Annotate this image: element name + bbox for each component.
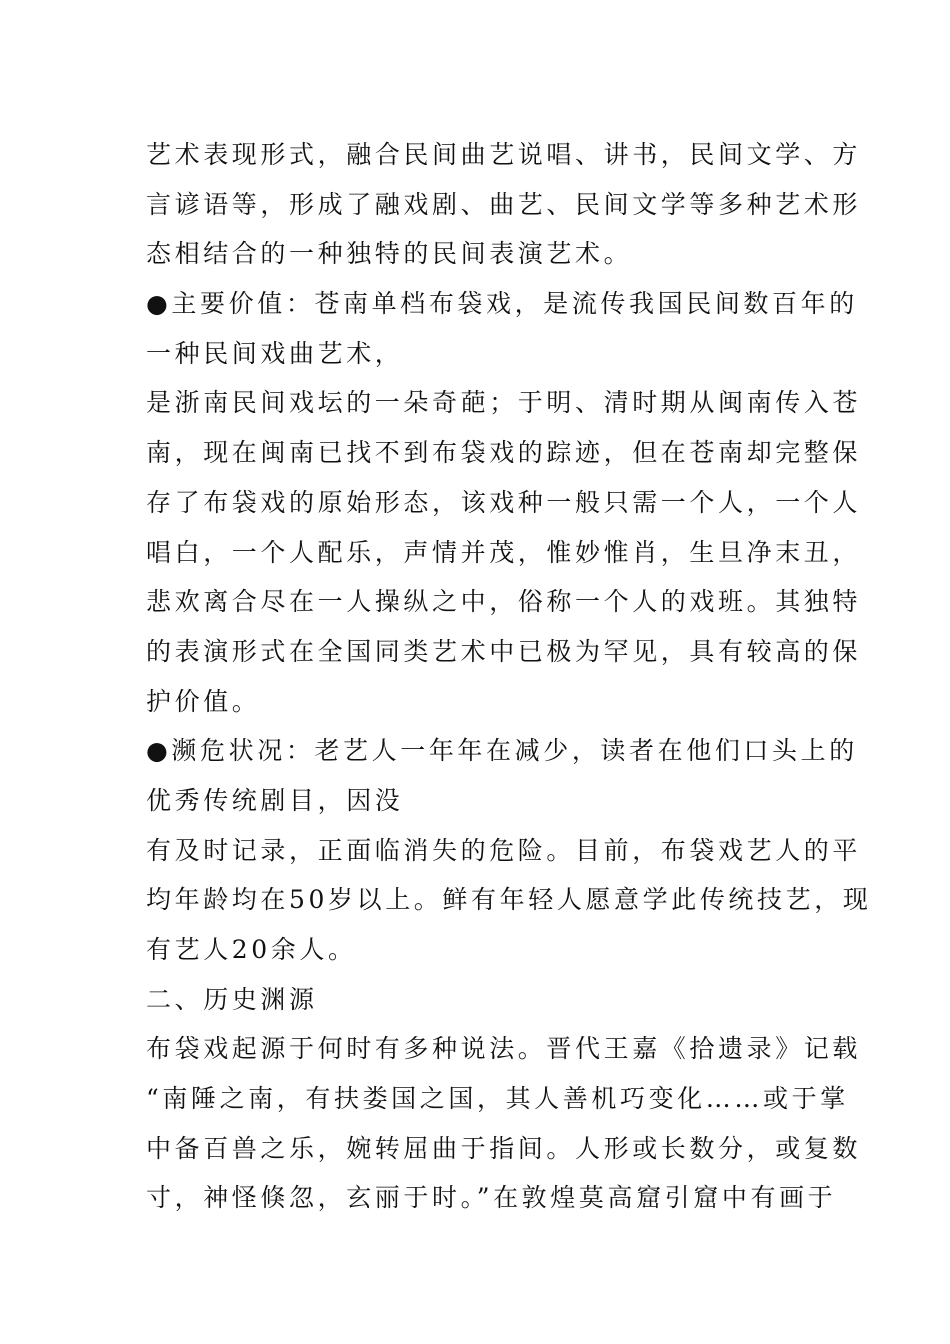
text-line: 一种民间戏曲艺术， (146, 338, 404, 368)
text-line: 优秀传统剧目，因没 (146, 785, 404, 815)
text-line: 均年龄均在50岁以上。鲜有年轻人愿意学此传统技艺，现 (146, 885, 872, 915)
text-line: 是浙南民间戏坛的一朵奇葩；于明、清时期从闽南传入苍 (146, 388, 862, 418)
text-line: 南，现在闽南已找不到布袋戏的踪迹，但在苍南却完整保 (146, 438, 862, 468)
text-line: 中备百兽之乐，婉转屈曲于指间。人形或长数分，或复数 (146, 1133, 862, 1163)
text-line: 有艺人20余人。 (146, 935, 357, 964)
text-line: 悲欢离合尽在一人操纵之中，俗称一个人的戏班。其独特 (146, 587, 862, 617)
text-line: 言谚语等，形成了融戏剧、曲艺、民间文学等多种艺术形 (146, 189, 862, 219)
text-line: 的表演形式在全国同类艺术中已极为罕见，具有较高的保 (146, 636, 862, 666)
text-line: 态相结合的一种独特的民间表演艺术。 (146, 239, 633, 269)
bullet-line: ●濒危状况：老艺人一年年在减少，读者在他们口头上的 (146, 736, 858, 766)
text-line: 艺术表现形式，融合民间曲艺说唱、讲书，民间文学、方 (146, 140, 862, 169)
text-line: “南陲之南，有扶娄国之国，其人善机巧变化……或于掌 (146, 1084, 849, 1114)
section-heading: 二、历史渊源 (146, 984, 318, 1014)
text-line: 护价值。 (146, 686, 261, 716)
text-line: 唱白，一个人配乐，声情并茂，惟妙惟肖，生旦净末丑， (146, 537, 862, 567)
text-line: 布袋戏起源于何时有多种说法。晋代王嘉《拾遗录》记载 (146, 1034, 862, 1064)
body-text (146, 130, 872, 1223)
bullet-line: ●主要价值：苍南单档布袋戏，是流传我国民间数百年的 (146, 289, 858, 319)
text-line: 寸，神怪倏忽，玄丽于时。”在敦煌莫高窟引窟中有画于 (146, 1183, 837, 1213)
text-line: 有及时记录，正面临消失的危险。目前，布袋戏艺人的平 (146, 835, 862, 865)
text-line: 存了布袋戏的原始形态，该戏种一般只需一个人，一个人 (146, 487, 862, 517)
